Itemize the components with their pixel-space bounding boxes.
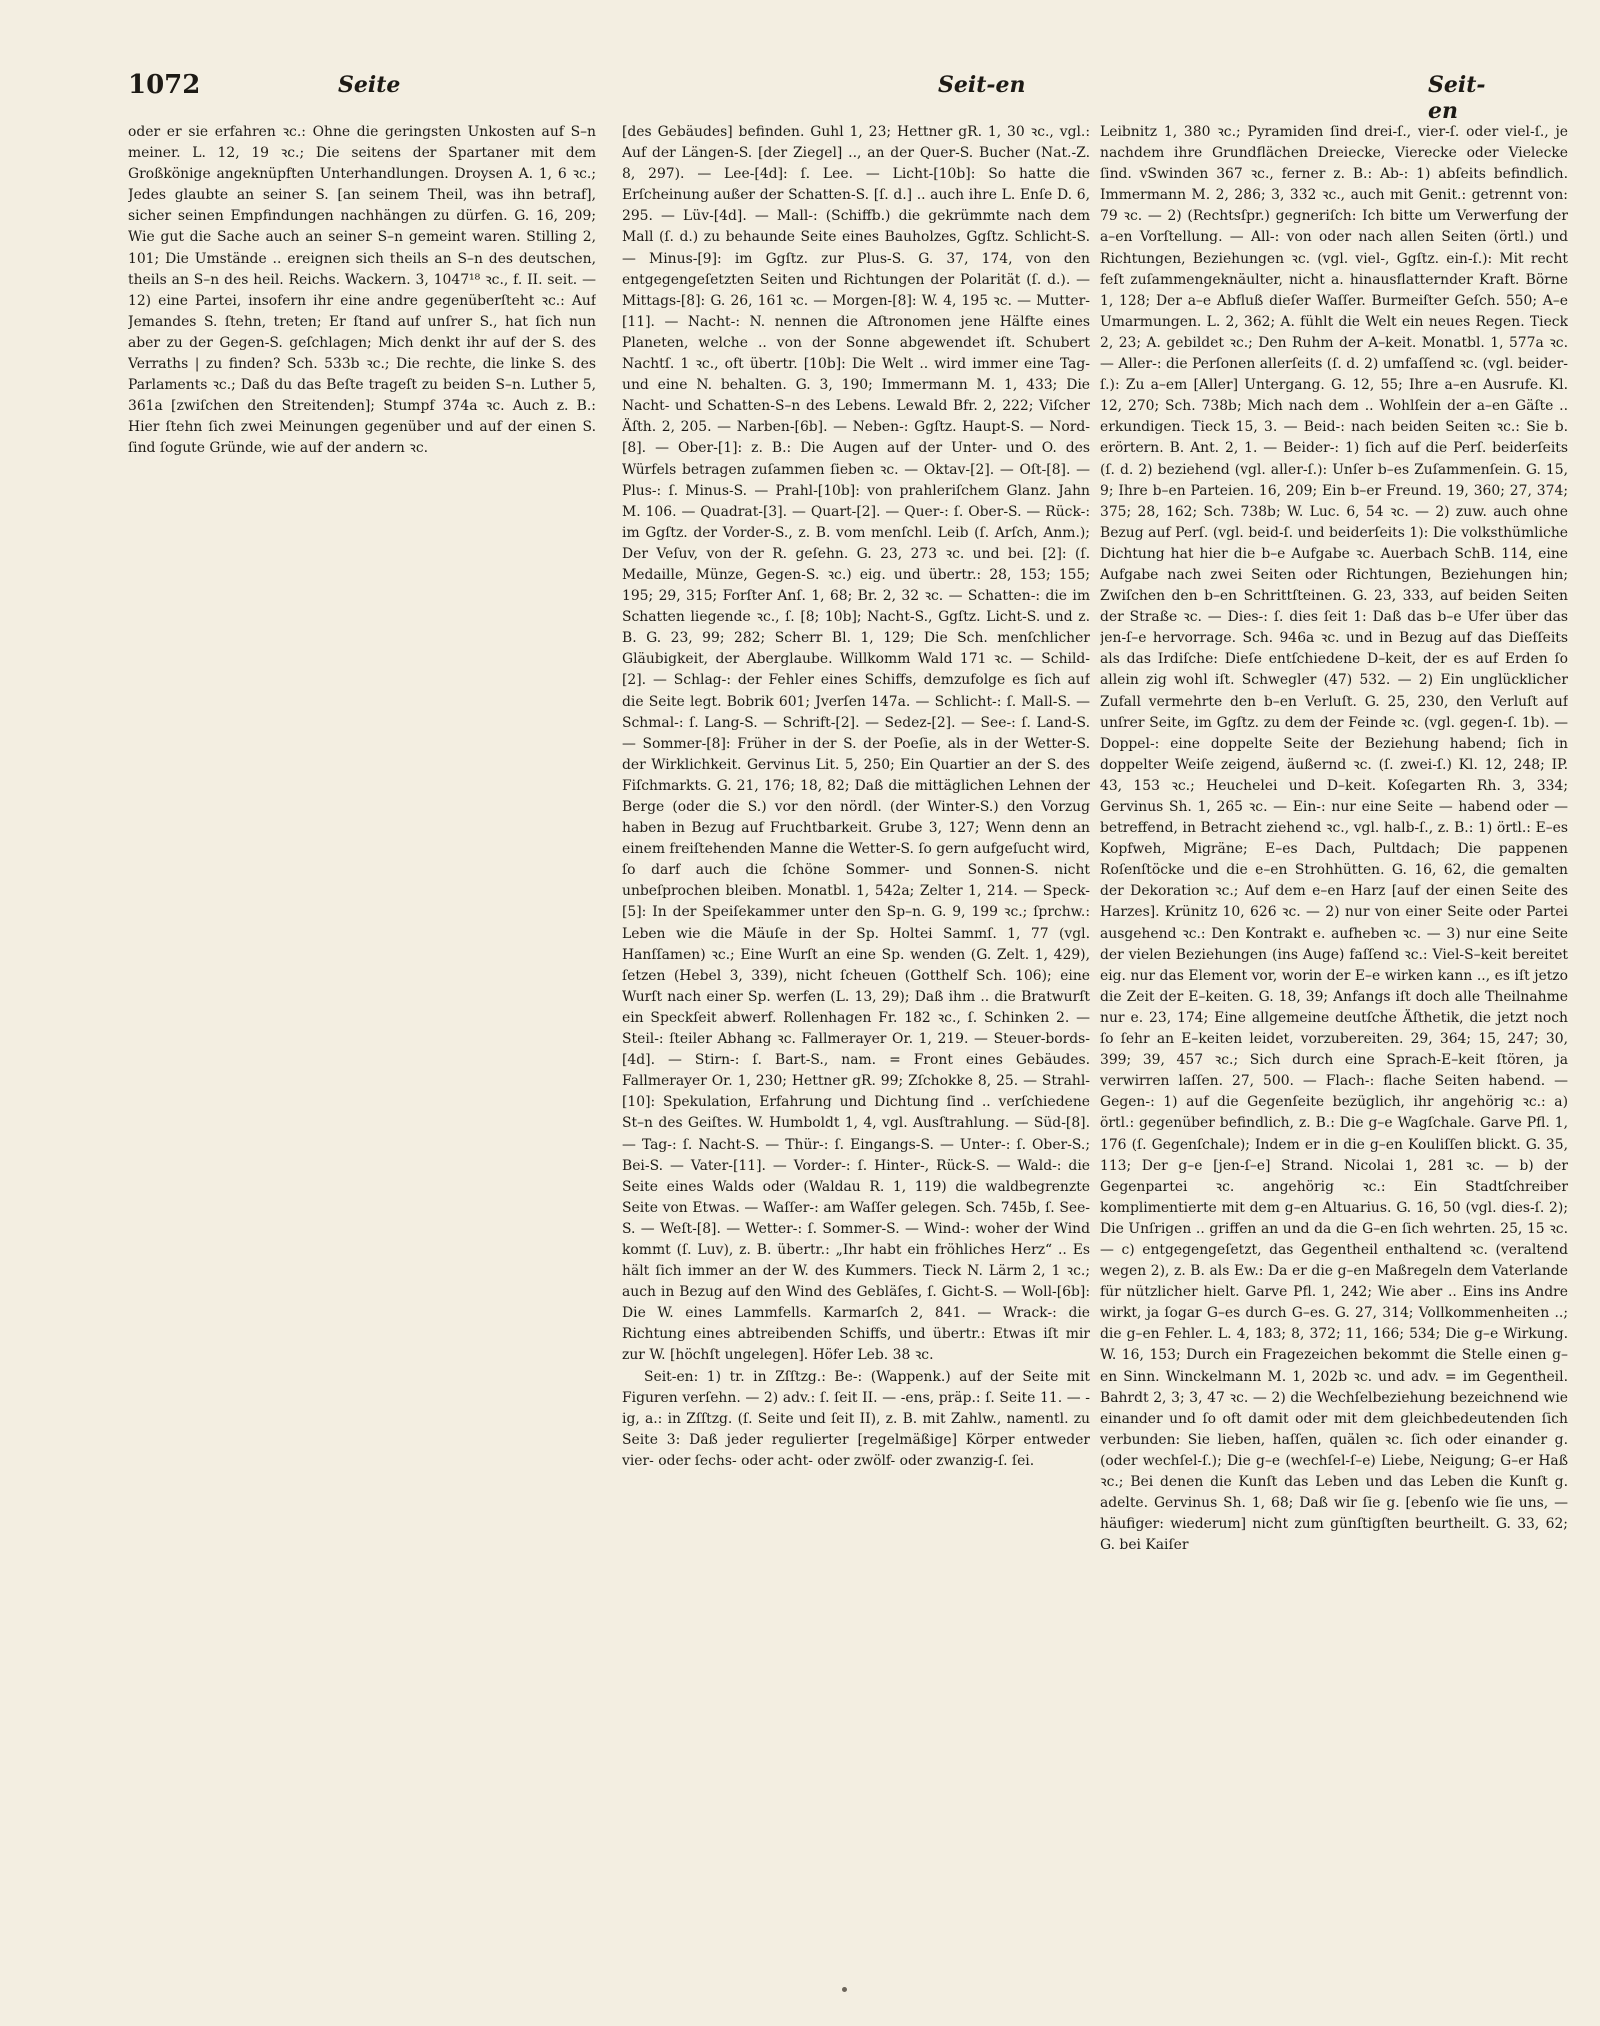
paragraph: [des Gebäudes] befinden. Guhl 1, 23; Hettner gR. 1, 30 ꝛc., vgl.: Auf der Längen-S. [der Ziegel] .., an der Quer-S. Bucher (Nat.-Z. 8, 297). — Lee-[4d]: ſ. Lee. — Licht-[10b]: So hatte die Erſcheinung außer der Schatten-S. [ſ. d.] .. auch ihre L. Enſe D. 6, 295. — Lüv-[4d]. — Mall-: (Schiffb.) die gekrümmte nach dem Mall (ſ. d.) zu behaunde Seite eines Bauholzes, Ggſtz. Schlicht-S. — Minus-[9]: im Ggſtz. zur Plus-S. G. 37, 174, von den entgegengeſetzten Seiten und Richtungen der Polarität (ſ. d.). — Mittags-[8]: G. 26, 161 ꝛc. — Morgen-[8]: W. 4, 195 ꝛc. — Mutter-[11]. — Nacht-: N. nennen die Aſtronomen jene Hälfte eines Planeten, welche .. von der Sonne abgewendet iſt. Schubert Nachtſ. 1 ꝛc., oft übertr. [10b]: Die Welt .. wird immer eine Tag- und eine N. behalten. G. 3, 190; Immermann M. 1, 433; Die Nacht- und Schatten-S–n des Lebens. Lewald Bfr. 2, 222; Viſcher Äſth. 2, 205. — Narben-[6b]. — Neben-: Ggſtz. Haupt-S. — Nord-[8]. — Ober-[1]: z. B.: Die Augen auf der Unter- und O. des Würfels betragen zuſammen ſieben ꝛc. — Oktav-[2]. — Oſt-[8]. — Plus-: ſ. Minus-S. — Prahl-[10b]: von prahleriſchem Glanz. Jahn M. 106. — Quadrat-[3]. — Quart-[2]. — Quer-: ſ. Ober-S. — Rück-: im Ggſtz. der Vorder-S., z. B. vom menſchl. Leib (ſ. Arſch, Anm.); Der Veſuv, von der R. geſehn. G. 23, 273 ꝛc. und bei. [2]: (ſ. Medaille, Münze, Gegen-S. ꝛc.) eig. und übertr.: 28, 153; 155; 195; 29, 315; Forſter Anſ. 1, 68; Br. 2, 32 ꝛc. — Schatten-: die im Schatten liegende ꝛc., ſ. [8; 10b]; Nacht-S., Ggſtz. Licht-S. und z. B. G. 23, 99; 282; Scherr Bl. 1, 129; Die Sch. menſchlicher Gläubigkeit, der Aberglaube. Willkomm Wald 171 ꝛc. — Schild-[2]. — Schlag-: der Fehler eines Schiffs, demzufolge es ſich auf die Seite legt. Bobrik 601; Jverſen 147a. — Schlicht-: ſ. Mall-S. — Schmal-: ſ. Lang-S. — Schrift-[2]. — Sedez-[2]. — See-: ſ. Land-S. — Sommer-[8]: Früher in der S. der Poeſie, als in der Wetter-S. der Wirklichkeit. Gervinus Lit. 5, 250; Ein Quartier an der S. des Fiſchmarkts. G. 21, 176; 18, 82; Daß die mittäglichen Lehnen der Berge (oder die S.) vor den nördl. (der Winter-S.) den Vorzug haben in Bezug auf Fruchtbarkeit. Grube 3, 127; Wenn denn an einem freiſtehenden Manne die Wetter-S. ſo gern aufgeſucht wird, ſo darf auch die ſchöne Sommer- und Sonnen-S. nicht unbeſprochen bleiben. Monatbl. 1, 542a; Zelter 1, 214. — Speck-[5]: In der Speiſekammer unter den Sp–n. G. 9, 199 ꝛc.; ſprchw.: Leben wie die Mäuſe in der Sp. Holtei Sammſ. 1, 77 (vgl. Hanſſamen) ꝛc.; Eine Wurſt an eine Sp. wenden (G. Zelt. 1, 429), ſetzen (Hebel 3, 339), nicht ſcheuen (Gotthelf Sch. 106); eine Wurſt nach einer Sp. werfen (L. 13, 29); Daß ihm .. die Bratwurſt ein Speckſeit abwerf. Rollenhagen Fr. 182 ꝛc., ſ. Schinken 2. — Steil-: ſteiler Abhang ꝛc. Fallmerayer Or. 1, 219. — Steuer-bords-[4d]. — Stirn-: ſ. Bart-S., nam. = Front eines Gebäudes. Fallmerayer Or. 1, 230; Hettner gR. 99; Zſchokke 8, 25. — Strahl-[10]: Spekulation, Erfahrung und Dichtung ſind .. verſchiedene St–n des Geiſtes. W. Humboldt 1, 4, vgl. Ausſtrahlung. — Süd-[8]. — Tag-: ſ. Nacht-S. — Thür-: ſ. Eingangs-S. — Unter-: ſ. Ober-S.; Bei-S. — Vater-[11]. — Vorder-: ſ. Hinter-, Rück-S. — Wald-: die Seite eines Walds oder (Waldau R. 1, 119) die waldbegrenzte Seite von Etwas. — Waſſer-: am Waſſer gelegen. Sch. 745b, ſ. See-S. — Weſt-[8]. — Wetter-: ſ. Sommer-S. — Wind-: woher der Wind kommt (ſ. Luv), z. B. übertr.: „Ihr habt ein fröhliches Herz“ .. Es hält ſich immer an der W. des Kummers. Tieck N. Lärm 2, 1 ꝛc.; auch in Bezug auf den Wind des Gebläſes, ſ. Gicht-S. — Woll-[6b]: Die W. eines Lammfells. Karmarſch 2, 841. — Wrack-: die Richtung eines abtreibenden Schiffs, und übertr.: Etwas iſt mir zur W. [höchſt ungelegen]. Höfer Leb. 38 ꝛc. xyxy=(622,124,1090,1364)
paragraph: oder er sie erfahren ꝛc.: Ohne die geringsten Unkosten auf S–n meiner. L. 12, 19 ꝛc.; Die seitens der Spartaner mit dem Großkönige angeknüpften Unterhandlungen. Droysen A. 1, 6 ꝛc.; Jedes glaubte an seiner S. [an seinem Theil, was ihn betraf], sicher seinen Empfindungen nachhängen zu dürfen. G. 16, 209; Wie gut die Sache auch an seiner S–n gemeint waren. Stilling 2, 101; Die Umstände .. ereignen sich theils an S–n des deutschen, theils an S–n des heil. Reichs. Wackern. 3, 1047¹⁸ ꝛc., f. II. seit. — 12) eine Partei, insofern ihr eine andre gegenüberſteht ꝛc.: Auf Jemandes S. ſtehn, treten; Er ſtand auf unſrer S., hat ſich nun aber zu der Gegen-S. geſchlagen; Mich denkt ihr auf der S. des Verraths | zu finden? Sch. 533b ꝛc.; Die rechte, die linke S. des Parlaments ꝛc.; Daß du das Beſte trageſt zu beiden S–n. Luther 5, 361a [zwiſchen den Streitenden]; Stumpf 374a ꝛc. Auch z. B.: Hier ſtehn ſich zwei Meinungen gegenüber und auf der einen S. ſind ſogute Gründe, wie auf der andern ꝛc. xyxy=(128,124,596,457)
page-number: 1072 xyxy=(128,70,201,100)
running-header xyxy=(128,70,1486,124)
paragraph: Leibnitz 1, 380 ꝛc.; Pyramiden ſind drei-ſ., vier-ſ. oder viel-ſ., je nachdem ihre Grundflächen Dreiecke, Vierecke oder Vielecke ſind. vSwinden 367 ꝛc., ferner z. B.: Ab-: 1) abſeits befindlich. Immermann M. 2, 286; 3, 332 ꝛc., auch mit Genit.: getrennt von: 79 ꝛc. — 2) (Rechtsſpr.) gegneriſch: Ich bitte um Verwerfung der a–en Vorſtellung. — All-: von oder nach allen Seiten (örtl.) und Richtungen, Beziehungen ꝛc. (vgl. viel-, Ggſtz. ein-ſ.): Mit recht feſt zuſammengeknäulter, nicht a. hinausflatternder Kraft. Börne 1, 128; Der a–e Abfluß dieſer Waſſer. Burmeiſter Geſch. 550; A–e Umarmungen. L. 2, 362; A. fühlt die Welt ein neues Regen. Tieck 2, 23; A. gebildet ꝛc.; Den Ruhm der A–keit. Monatbl. 1, 577a ꝛc. — Aller-: die Perſonen allerſeits (ſ. d. 2) umfaſſend ꝛc. (vgl. beider-ſ.): Zu a–em [Aller] Untergang. G. 12, 55; Ihre a–en Ausrufe. Kl. 12, 270; Sch. 738b; Mich nach dem .. Wohlſein der a–en Gäſte .. erkundigen. Tieck 15, 3. — Beid-: nach beiden Seiten ꝛc.: Sie b. erörtern. B. Ant. 2, 1. — Beider-: 1) ſich auf die Perſ. beiderſeits (ſ. d. 2) beziehend (vgl. aller-ſ.): Unſer b–es Zuſammenſein. G. 15, 9; Ihre b–en Parteien. 16, 209; Ein b–er Freund. 19, 360; 27, 374; 375; 28, 162; Sch. 738b; W. Luc. 6, 54 ꝛc. — 2) zuw. auch ohne Bezug auf Perſ. (vgl. beid-ſ. und beiderſeits 1): Die volksthümliche Dichtung hat hier die b–e Aufgabe ꝛc. Auerbach SchB. 114, eine Aufgabe nach zwei Seiten oder Richtungen, Beziehungen hin; Zwiſchen den b–en Schrittſteinen. G. 23, 333, auf beiden Seiten der Straße ꝛc. — Dies-: ſ. dies ſeit 1: Daß das b–e Ufer über das jen-ſ–e hervorrage. Sch. 946a ꝛc. und in Bezug auf das Dieſſeits als das Irdiſche: Dieſe entſchiedene D–keit, der es auf Erden ſo allein zig wohl iſt. Schwegler (47) 532. — 2) Ein unglücklicher Zufall vermehrte den b–en Verluſt. G. 25, 230, den Verluſt auf unſrer Seite, im Ggſtz. zu dem der Feinde ꝛc. (vgl. gegen-ſ. 1b). — Doppel-: eine doppelte Seite der Beziehung habend; ſich in doppelter Weiſe zeigend, äußernd ꝛc. (ſ. zwei-ſ.) Kl. 12, 248; IP. 43, 153 ꝛc.; Heuchelei und D–keit. Koſegarten Rh. 3, 334; Gervinus Sh. 1, 265 ꝛc. — Ein-: nur eine Seite — habend oder — betreffend, in Betracht ziehend ꝛc., vgl. halb-ſ., z. B.: 1) örtl.: E–es Kopfweh, Migräne; E–es Dach, Pultdach; Die pappenen Roſenſtöcke und die e–en Strohhütten. G. 16, 62, die gemalten der Dekoration ꝛc.; Auf dem e–en Harz [auf der einen Seite des Harzes]. Krünitz 10, 626 ꝛc. — 2) nur von einer Seite oder Partei ausgehend ꝛc.: Den Kontrakt e. aufheben ꝛc. — 3) nur eine Seite der vielen Beziehungen (ins Auge) faſſend ꝛc.: Viel-S–keit bereitet eig. nur das Element vor, worin der E–e wirken kann .., es iſt jetzo die Zeit der E–keiten. G. 18, 39; Anfangs iſt doch alle Theilnahme nur e. 23, 174; Eine allgemeine deutſche Äſthetik, die jetzt noch ſo ſehr an E–keiten leidet, vorzubereiten. 29, 364; 15, 247; 30, 399; 39, 457 ꝛc.; Sich durch eine Sprach-E–keit ſtören, ja verwirren laſſen. 27, 500. — Flach-: flache Seiten habend. — Gegen-: 1) auf die Gegenſeite bezüglich, ihr angehörig ꝛc.: a) örtl.: gegenüber befindlich, z. B.: Die g–e Wagſchale. Garve Pfl. 1, 176 (ſ. Gegenſchale); Indem er in die g–en Kouliſſen blickt. G. 35, 113; Der g–e [jen-ſ–e] Strand. Nicolai 1, 281 ꝛc. — b) der Gegenpartei ꝛc. angehörig ꝛc.: Ein Stadtſchreiber komplimentierte mit dem g–en Altuarius. G. 16, 50 (vgl. dies-ſ. 2); Die Unſrigen .. griffen an und da die G–en ſich wehrten. 25, 15 ꝛc. — c) entgegengeſetzt, das Gegentheil enthaltend ꝛc. (veraltend wegen 2), z. B. als Ew.: Da er die g–en Maßregeln dem Vaterlande für nützlicher hielt. Garve Pfl. 1, 242; Wie aber .. Eins ins Andre wirkt, ja ſogar G–es durch G–es. G. 27, 314; Vollkommenheiten ..; die g–en Fehler. L. 4, 183; 8, 372; 11, 166; 534; Die g–e Wirkung. W. 16, 153; Durch ein Fragezeichen bekommt die Stelle einen g–en Sinn. Winckelmann M. 1, 202b ꝛc. und adv. = im Gegentheil. Bahrdt 2, 3; 3, 47 ꝛc. — 2) die Wechſelbeziehung bezeichnend wie einander und ſo oft damit oder mit dem gleichbedeutenden ſich verbunden: Sie lieben, haſſen, quälen ꝛc. ſich oder einander g. (oder wechſel-ſ.); Die g–e (wechſel-ſ–e) Liebe, Neigung; G–er Haß ꝛc.; Bei denen die Kunſt das Leben und das Leben die Kunſt g. adelte. Gervinus Sh. 1, 68; Daß wir ſie g. [ebenſo wie ſie uns, — häufiger: wiederum] nicht zum günſtigſten beurtheilt. G. 33, 62; G. bei Kaiſer xyxy=(1100,124,1568,1554)
headword-center: Seit-en xyxy=(938,72,1026,98)
headword-right: Seit-en xyxy=(1428,72,1486,124)
print-mark xyxy=(842,1987,847,1992)
text-column-2 xyxy=(622,122,1090,2002)
text-column-3 xyxy=(1100,122,1568,2002)
text-column-1 xyxy=(128,122,596,2002)
paragraph: Seit-en: 1) tr. in Zſſtzg.: Be-: (Wappenk.) auf der Seite mit Figuren verſehn. — 2) adv.: ſ. ſeit II. — -ens, präp.: ſ. Seite 11. — -ig, a.: in Zſſtzg. (ſ. Seite und ſeit II), z. B. mit Zahlw., namentl. zu Seite 3: Daß jeder regulierter [regelmäßige] Körper entweder vier- oder ſechs- oder acht- oder zwölf- oder zwanzig-ſ. ſei. xyxy=(622,1368,1090,1469)
headword-left: Seite xyxy=(338,72,401,98)
